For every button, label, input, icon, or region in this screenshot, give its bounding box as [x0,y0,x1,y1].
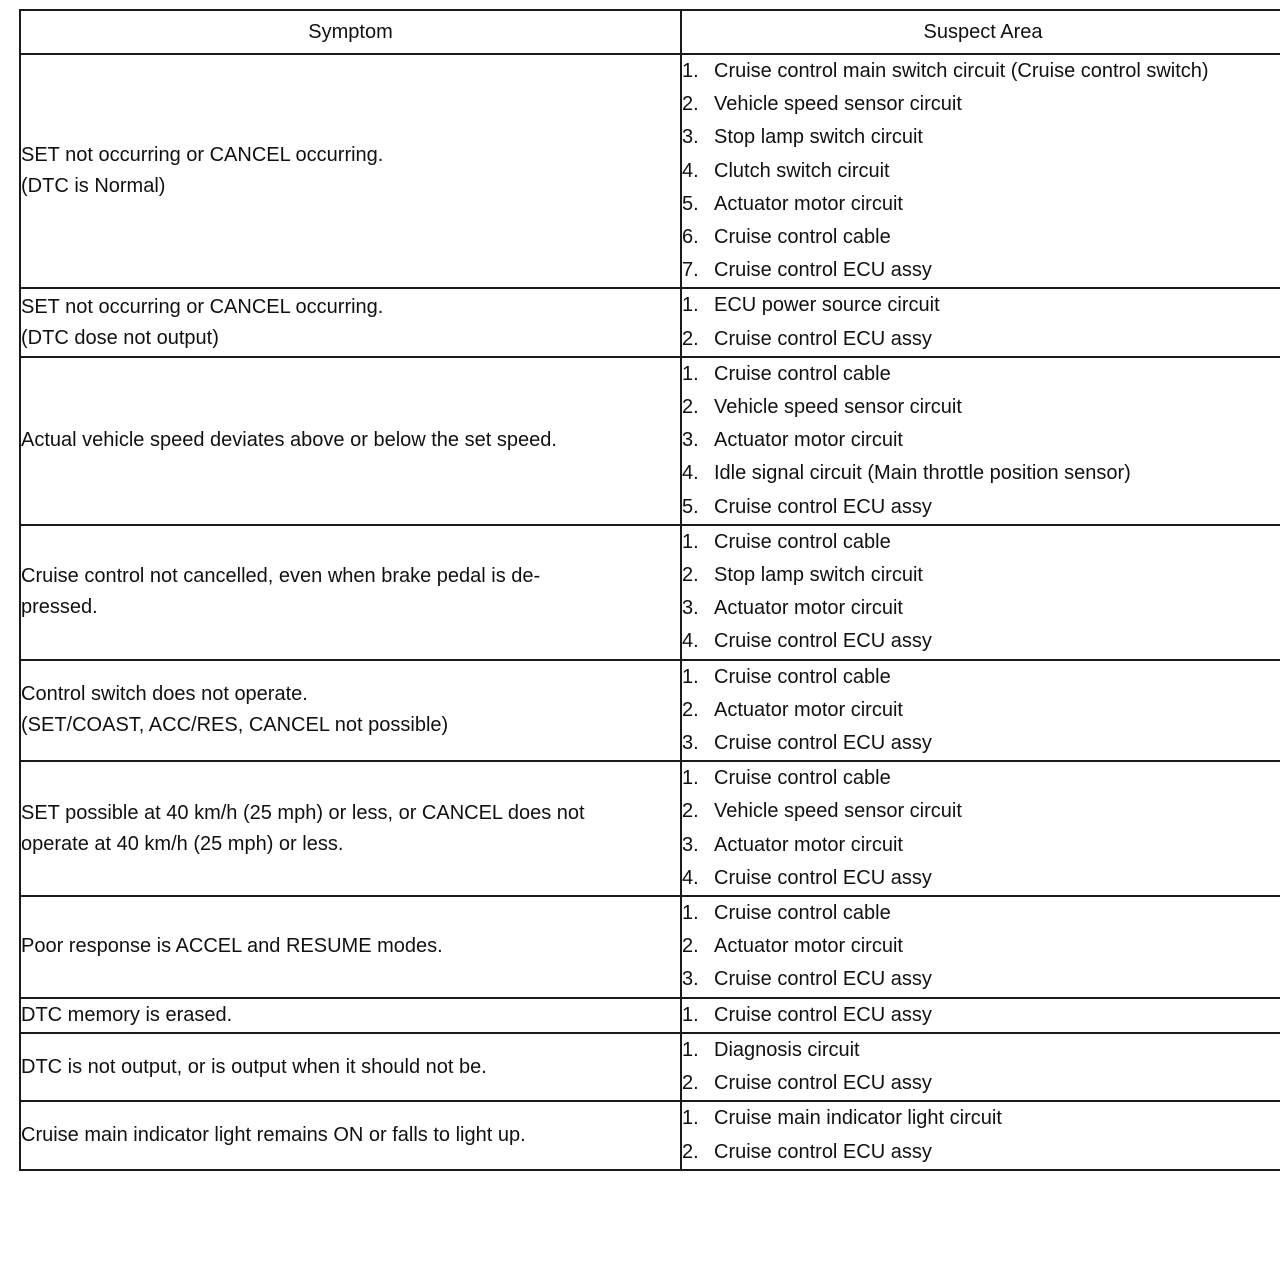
list-item-text: Idle signal circuit (Main throttle position sensor) [714,462,1131,485]
list-item-text: Vehicle speed sensor circuit [714,800,962,823]
list-item [682,1136,1280,1169]
list-item-text: Cruise control ECU assy [714,1072,932,1095]
list-item [682,1034,1280,1067]
list-item [682,358,1280,391]
list-item [682,727,1280,760]
list-item-number: 2. [682,564,699,587]
list-item-text: Diagnosis circuit [714,1038,860,1061]
problem-symptoms-table [19,9,1280,1171]
symptom-cell: Actual vehicle speed deviates above or below the set speed. [20,357,681,525]
list-item-text: Actuator motor circuit [714,192,903,215]
list-item-number: 1. [682,530,699,553]
list-item [682,526,1280,559]
list-item-text: Actuator motor circuit [714,429,903,452]
list-item-number: 2. [682,396,699,419]
list-item-text: Cruise control cable [714,767,891,790]
table-row [20,660,1280,762]
table-row [20,525,1280,660]
list-item [682,559,1280,592]
list-item [682,1067,1280,1100]
list-item-number: 1. [682,902,699,925]
list-item-number: 4. [682,159,699,182]
list-item-number: 1. [682,1003,699,1026]
list-item-number: 5. [682,192,699,215]
table-row [20,54,1280,288]
list-item [682,999,1280,1032]
symptom-cell: Cruise main indicator light remains ON or falls to light up. [20,1101,681,1169]
list-item [682,323,1280,356]
symptom-cell: SET not occurring or CANCEL occurring. (DTC dose not output) [20,288,681,356]
list-item-number: 2. [682,93,699,116]
list-item [682,491,1280,524]
list-item-number: 2. [682,698,699,721]
list-item-text: Vehicle speed sensor circuit [714,93,962,116]
list-item-text: Clutch switch circuit [714,159,890,182]
list-item-text: Actuator motor circuit [714,698,903,721]
list-item [682,188,1280,221]
list-item [682,795,1280,828]
list-item-text: Cruise control ECU assy [714,327,932,350]
list-item-number: 2. [682,1072,699,1095]
list-item-text: Actuator motor circuit [714,935,903,958]
list-item-number: 3. [682,968,699,991]
list-item [682,88,1280,121]
list-item-number: 2. [682,327,699,350]
suspect-area-cell [681,896,1280,998]
table-row [20,357,1280,525]
suspect-area-cell [681,288,1280,356]
list-item-text: Cruise control ECU assy [714,630,932,653]
list-item [682,289,1280,322]
symptom-cell: SET not occurring or CANCEL occurring. (DTC is Normal) [20,54,681,288]
table-header-row [20,10,1280,54]
table-row [20,998,1280,1033]
table-row [20,1033,1280,1101]
list-item-number: 5. [682,495,699,518]
list-item-number: 1. [682,362,699,385]
table-row [20,896,1280,998]
list-item [682,829,1280,862]
list-item-text: Cruise control ECU assy [714,1003,932,1026]
list-item-number: 3. [682,429,699,452]
list-item-number: 3. [682,597,699,620]
list-item-text: Cruise control cable [714,226,891,249]
list-item-number: 1. [682,665,699,688]
list-item-number: 7. [682,259,699,282]
symptom-cell: DTC memory is erased. [20,998,681,1033]
suspect-area-list [682,289,1280,355]
list-item [682,254,1280,287]
list-item-text: Stop lamp switch circuit [714,564,923,587]
list-item-number: 4. [682,866,699,889]
list-item [682,897,1280,930]
symptom-cell: Control switch does not operate. (SET/COAST, ACC/RES, CANCEL not possible) [20,660,681,762]
list-item-number: 2. [682,1140,699,1163]
suspect-area-list [682,762,1280,895]
list-item [682,1102,1280,1135]
suspect-area-list [682,55,1280,287]
list-item-number: 1. [682,1107,699,1130]
list-item [682,592,1280,625]
symptom-cell: Cruise control not cancelled, even when brake pedal is de- pressed. [20,525,681,660]
list-item-text: ECU power source circuit [714,294,940,317]
table-row [20,761,1280,896]
list-item-text: Cruise control main switch circuit (Cruise control switch) [714,60,1209,82]
list-item-text: Stop lamp switch circuit [714,126,923,149]
list-item-number: 1. [682,294,699,317]
suspect-area-list [682,897,1280,997]
list-item [682,930,1280,963]
list-item-text: Cruise control cable [714,530,891,553]
list-item [682,424,1280,457]
list-item-text: Cruise control cable [714,665,891,688]
symptom-cell: DTC is not output, or is output when it should not be. [20,1033,681,1101]
list-item-number: 4. [682,462,699,485]
list-item [682,391,1280,424]
list-item-text: Cruise control ECU assy [714,1140,932,1163]
list-item-text: Cruise control ECU assy [714,495,932,518]
list-item-text: Cruise control ECU assy [714,968,932,991]
list-item-number: 1. [682,60,699,82]
list-item-number: 1. [682,1038,699,1061]
suspect-area-column-header: Suspect Area [681,10,1280,54]
list-item-text: Cruise main indicator light circuit [714,1107,1002,1130]
list-item [682,963,1280,996]
list-item [682,155,1280,188]
list-item-text: Cruise control ECU assy [714,866,932,889]
suspect-area-cell [681,525,1280,660]
list-item-text: Cruise control ECU assy [714,732,932,755]
list-item-number: 4. [682,630,699,653]
suspect-area-list [682,1102,1280,1168]
list-item [682,55,1280,88]
list-item [682,121,1280,154]
list-item [682,862,1280,895]
list-item [682,694,1280,727]
suspect-area-list [682,358,1280,524]
list-item-number: 3. [682,833,699,856]
list-item-text: Vehicle speed sensor circuit [714,396,962,419]
suspect-area-list [682,999,1280,1032]
list-item [682,661,1280,694]
list-item-text: Actuator motor circuit [714,597,903,620]
symptom-cell: SET possible at 40 km/h (25 mph) or less, or CANCEL does not operate at 40 km/h (25 mph) or less. [20,761,681,896]
list-item-number: 3. [682,126,699,149]
suspect-area-cell [681,54,1280,288]
symptom-column-header: Symptom [20,10,681,54]
suspect-area-cell [681,1101,1280,1169]
list-item-number: 3. [682,732,699,755]
list-item-text: Actuator motor circuit [714,833,903,856]
table-body [20,54,1280,1170]
list-item [682,762,1280,795]
list-item-number: 2. [682,935,699,958]
suspect-area-cell [681,1033,1280,1101]
suspect-area-cell [681,660,1280,762]
suspect-area-cell [681,357,1280,525]
symptom-cell: Poor response is ACCEL and RESUME modes. [20,896,681,998]
suspect-area-list [682,661,1280,761]
list-item-text: Cruise control ECU assy [714,259,932,282]
list-item [682,457,1280,490]
suspect-area-list [682,526,1280,659]
list-item-number: 2. [682,800,699,823]
list-item-number: 1. [682,767,699,790]
list-item-text: Cruise control cable [714,902,891,925]
suspect-area-list [682,1034,1280,1100]
list-item-text: Cruise control cable [714,362,891,385]
list-item [682,625,1280,658]
table-row [20,1101,1280,1169]
table-row [20,288,1280,356]
suspect-area-cell [681,761,1280,896]
list-item [682,221,1280,254]
suspect-area-cell [681,998,1280,1033]
list-item-number: 6. [682,226,699,249]
